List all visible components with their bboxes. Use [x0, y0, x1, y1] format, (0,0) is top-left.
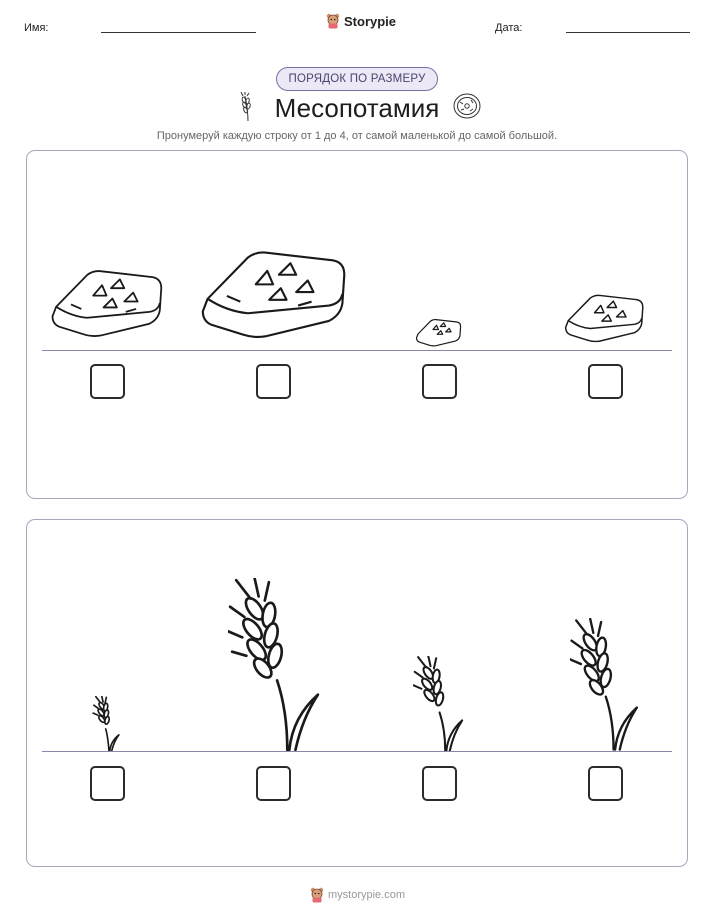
clay-tablet-icon [198, 240, 352, 348]
page-title: Месопотамия [274, 93, 440, 123]
instruction-text: Пронумеруй каждую строку от 1 до 4, от самой маленькой до самой большой. [156, 130, 558, 142]
bear-logo-icon [326, 13, 340, 29]
name-label: Имя: [24, 22, 49, 34]
date-input-line[interactable] [566, 32, 690, 33]
clay-tablet-icon [563, 290, 647, 346]
wheat-stalk-icon [92, 696, 124, 752]
clay-tablet-icon [48, 266, 168, 340]
answer-box[interactable] [256, 364, 291, 399]
answer-box[interactable] [588, 766, 623, 801]
answer-box[interactable] [90, 766, 125, 801]
clay-tablet-coin-icon [452, 92, 482, 120]
date-label: Дата: [495, 22, 523, 34]
worksheet-badge: ПОРЯДОК ПО РАЗМЕРУ [276, 67, 438, 91]
answer-box[interactable] [256, 766, 291, 801]
brand-logo [326, 13, 396, 29]
clay-tablet-icon [415, 316, 463, 349]
wheat-stalk-icon [570, 618, 640, 752]
answer-box[interactable] [588, 364, 623, 399]
row-baseline [42, 751, 672, 752]
wheat-stalk-icon [413, 656, 465, 752]
answer-box[interactable] [422, 766, 457, 801]
footer [310, 887, 405, 903]
row-baseline [42, 350, 672, 351]
answer-box[interactable] [422, 364, 457, 399]
footer-link[interactable]: mystorypie.com [328, 889, 406, 901]
answer-box[interactable] [90, 364, 125, 399]
brand-name: Storypie [344, 13, 397, 29]
wheat-stalk-icon [228, 578, 320, 752]
name-input-line[interactable] [101, 32, 256, 33]
bear-logo-icon [310, 887, 324, 903]
